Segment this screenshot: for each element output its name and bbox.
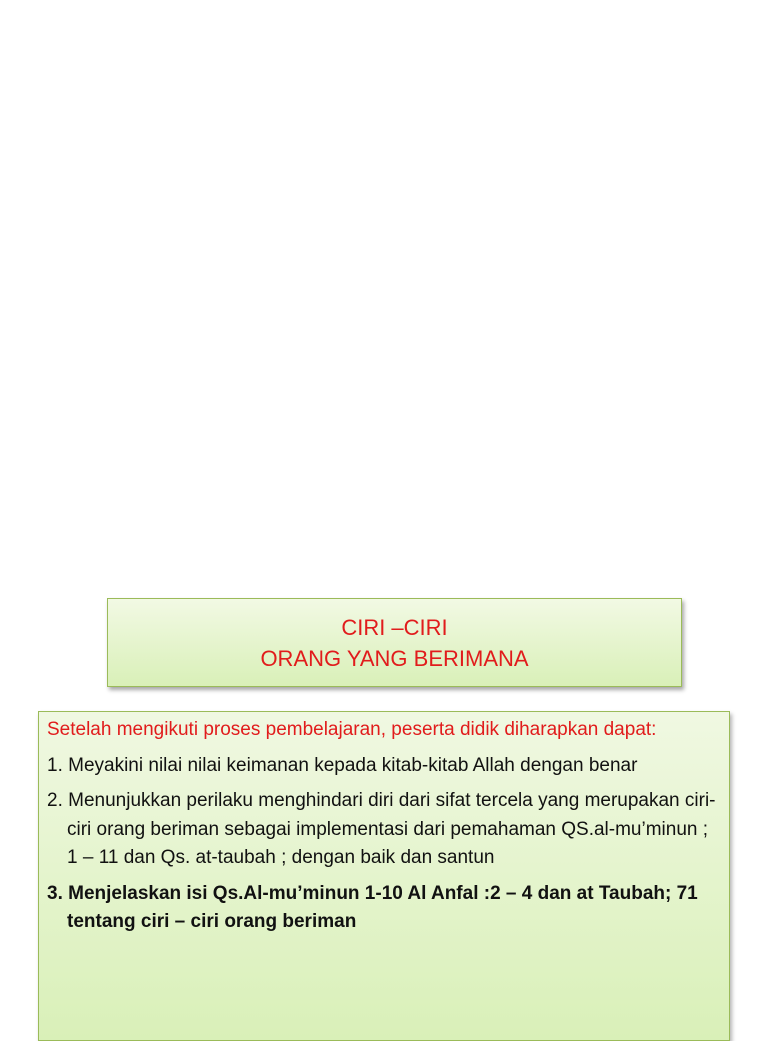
objective-item-1: 1. Meyakini nilai nilai keimanan kepada kitab-kitab Allah dengan benar bbox=[47, 754, 638, 776]
slide-title-box bbox=[107, 598, 682, 687]
slide-title-line2: ORANG YANG BERIMANA bbox=[260, 645, 529, 671]
objectives-box bbox=[38, 711, 730, 1041]
objectives-intro: Setelah mengikuti proses pembelajaran, peserta didik diharapkan dapat: bbox=[47, 719, 657, 740]
slide-title-line1: CIRI –CIRI bbox=[341, 614, 448, 640]
objective-item-2: 2. Menunjukkan perilaku menghindari diri dari sifat tercela yang merupakan ciri-ciri orang beriman sebagai implementasi dari pemahaman QS.al-mu’minun ; 1 – 11 dan Qs. at-taubah ; dengan baik dan santun bbox=[47, 790, 716, 868]
objective-item-3: 3. Menjelaskan isi Qs.Al-mu’minun 1-10 Al Anfal :2 – 4 dan at Taubah; 71 tentang ciri – ciri orang beriman bbox=[47, 882, 698, 932]
